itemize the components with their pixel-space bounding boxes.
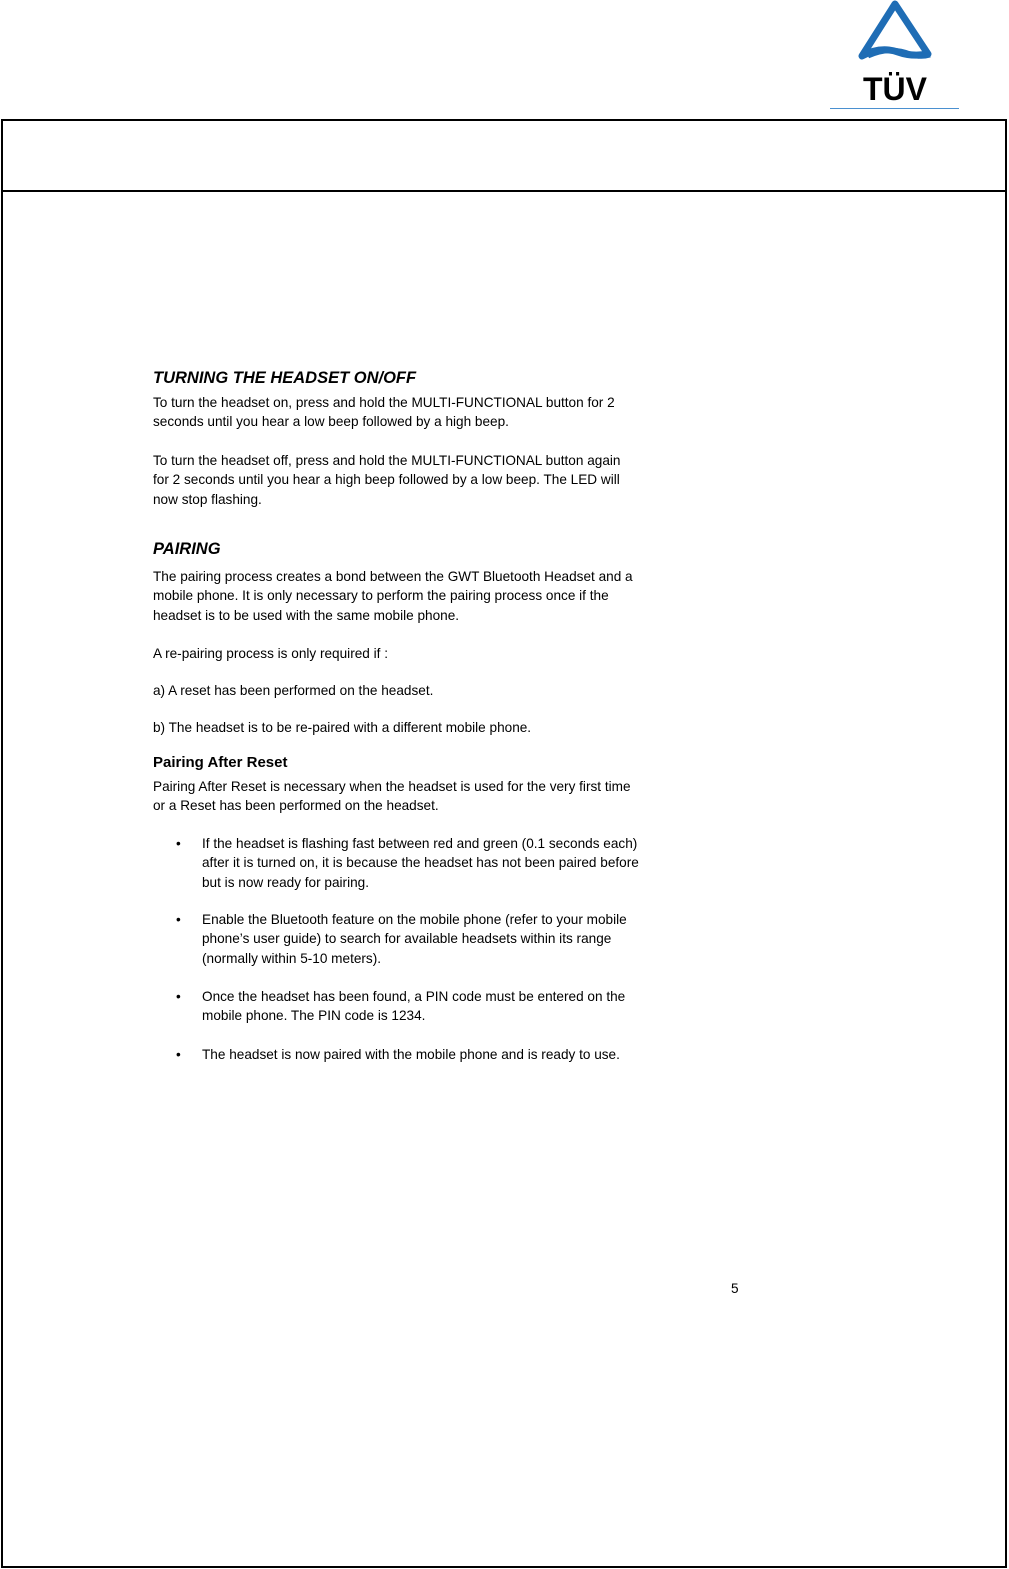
- heading-pairing: PAIRING: [153, 540, 221, 558]
- list-item: b) The headset is to be re-paired with a different mobile phone.: [153, 720, 532, 735]
- paragraph: To turn the headset off, press and hold the MULTI-FUNCTIONAL button again for 2 seconds until you hear a high beep followed by a low beep. The LED will now stop flashing.: [153, 453, 621, 507]
- logo-underline: [830, 108, 959, 109]
- page-number: 5: [731, 1281, 739, 1296]
- list-item: a) A reset has been performed on the headset.: [153, 683, 434, 698]
- bullet-icon: •: [176, 1047, 181, 1062]
- paragraph: A re-pairing process is only required if :: [153, 646, 388, 661]
- bullet-icon: •: [176, 836, 181, 851]
- paragraph: To turn the headset on, press and hold the MULTI-FUNCTIONAL button for 2 seconds until you hear a low beep followed by a high beep.: [153, 395, 615, 430]
- header-divider: [1, 190, 1007, 192]
- svg-text:TÜV: TÜV: [863, 71, 927, 104]
- bullet-icon: •: [176, 912, 181, 927]
- tuv-logo: [850, 0, 940, 104]
- paragraph: Pairing After Reset is necessary when the headset is used for the very first time or a Reset has been performed on the headset.: [153, 779, 631, 814]
- paragraph: The pairing process creates a bond between the GWT Bluetooth Headset and a mobile phone. It is only necessary to perform the pairing process once if the headset is to be used with the same mobile phone.: [153, 569, 633, 623]
- bullet-icon: •: [176, 989, 181, 1004]
- heading-on-off: TURNING THE HEADSET ON/OFF: [153, 369, 417, 387]
- heading-pairing-after-reset: Pairing After Reset: [153, 754, 288, 771]
